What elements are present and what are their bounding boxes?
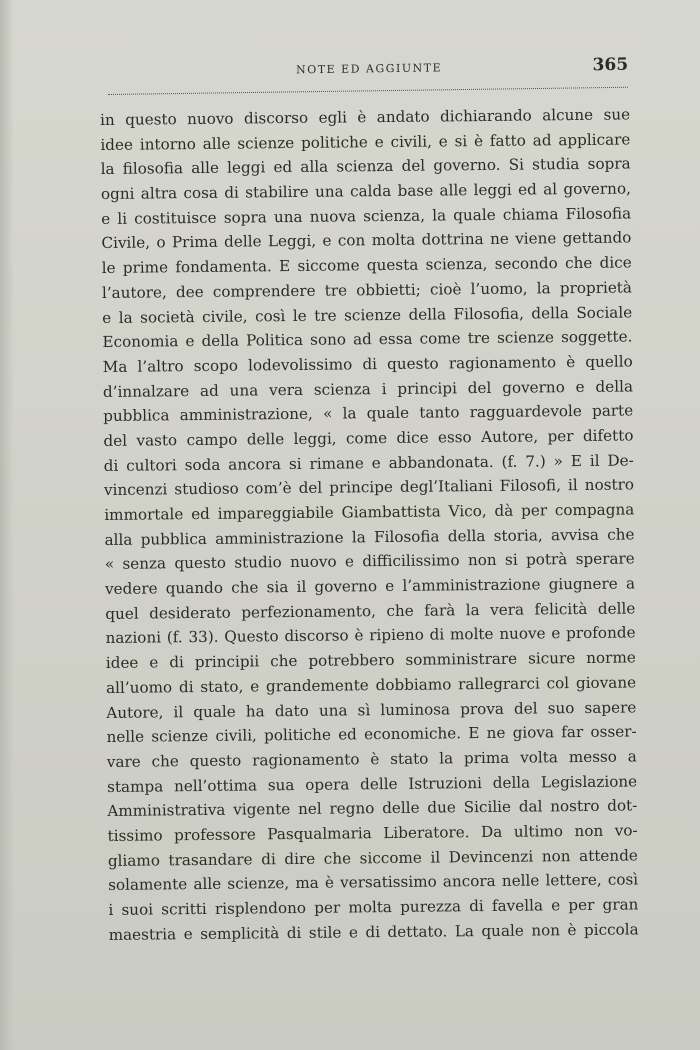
text-line: tissimo professore Pasqualmaria Liberatore. Da ultimo non vo- — [107, 821, 638, 845]
text-line: all’uomo di stato, e grandemente dobbiamo rallegrarci col giovane — [105, 673, 637, 697]
text-line: nelle scienze civili, politiche ed economiche. E ne giova far osser- — [106, 722, 637, 747]
text-line: Economia e della Politica sono ad essa come tre scienze soggette. — [102, 327, 633, 352]
text-line: ogni altra cosa di stabilire una calda base alle leggi ed al governo, — [100, 179, 631, 204]
text-line: pubblica amministrazione, « la quale tanto ragguardevole parte — [103, 401, 634, 426]
text-line: nazioni (f. 33). Questo discorso è ripieno di molte nuove e profonde — [105, 623, 636, 648]
text-line: e li costituisce sopra una nuova scienza, la quale chiama Filosofia — [101, 204, 632, 228]
text-line: immortale ed impareggiabile Giambattista Vico, dà per compagna — [104, 500, 635, 524]
text-line: alla pubblica amministrazione la Filosofia della storia, avvisa che — [104, 525, 635, 549]
text-line: idee intorno alle scienze politiche e civili, e si è fatto ad applicare — [100, 130, 631, 154]
text-line: quel desiderato perfezionamento, che farà la vera felicità delle — [105, 599, 636, 623]
text-line: maestria e semplicità di stile e di dettato. La quale non è piccola — [108, 920, 639, 944]
text-line: solamente alle scienze, ma è versatissimo ancora nelle lettere, così — [108, 870, 639, 895]
text-line: di cultori soda ancora si rimane e abbandonata. (f. 7.) » E il De- — [103, 451, 634, 475]
text-line: idee e di principii che potrebbero somministrare sicure norme — [105, 648, 636, 673]
text-line: la filosofia alle leggi ed alla scienza del governo. Si studia sopra — [100, 154, 631, 179]
text-line: stampa nell’ottima sua opera delle Istruzioni della Legislazione — [107, 771, 638, 796]
text-line: i suoi scritti risplendono per molta purezza di favella e per gran — [108, 895, 639, 919]
body-text — [100, 102, 639, 947]
text-line: Civile, o Prima delle Leggi, e con molta dottrina ne viene gettando — [101, 228, 632, 253]
text-line: Ma l’altro scopo lodevolissimo di questo ragionamento è quello — [102, 352, 633, 376]
text-line: Amministrativa vigente nel regno delle due Sicilie dal nostro dot- — [107, 796, 638, 821]
text-line: e la società civile, così le tre scienze della Filosofia, della Sociale — [102, 302, 633, 327]
text-line: in questo nuovo discorso egli è andato dichiarando alcune sue — [100, 105, 631, 129]
page-header — [110, 55, 630, 86]
text-line: gliamo trasandare di dire che siccome il Devincenzi non attende — [107, 846, 638, 870]
text-line: del vasto campo delle leggi, come dice esso Autore, per difetto — [103, 426, 634, 450]
running-head: NOTE ED AGGIUNTE — [296, 61, 443, 77]
text-line: « senza questo studio nuovo e difficilissimo non si potrà sperare — [104, 549, 635, 574]
text-line: vare che questo ragionamento è stato la prima volta messo a — [106, 747, 637, 771]
text-line: d’innalzare ad una vera scienza i principi del governo e della — [102, 376, 634, 401]
page-number: 365 — [592, 54, 629, 76]
text-line: vincenzi studioso com’è del principe degl’Italiani Filosofi, il nostro — [103, 475, 635, 500]
header-rule — [108, 87, 628, 95]
text-line: Autore, il quale ha dato una sì luminosa prova del suo sapere — [106, 697, 637, 722]
text-line: vedere quando che sia il governo e l’amministrazione giugnere a — [104, 574, 636, 599]
text-line: l’autore, dee comprendere tre obbietti; cioè l’uomo, la proprietà — [101, 278, 633, 302]
text-line: le prime fondamenta. E siccome questa scienza, secondo che dice — [101, 253, 632, 278]
